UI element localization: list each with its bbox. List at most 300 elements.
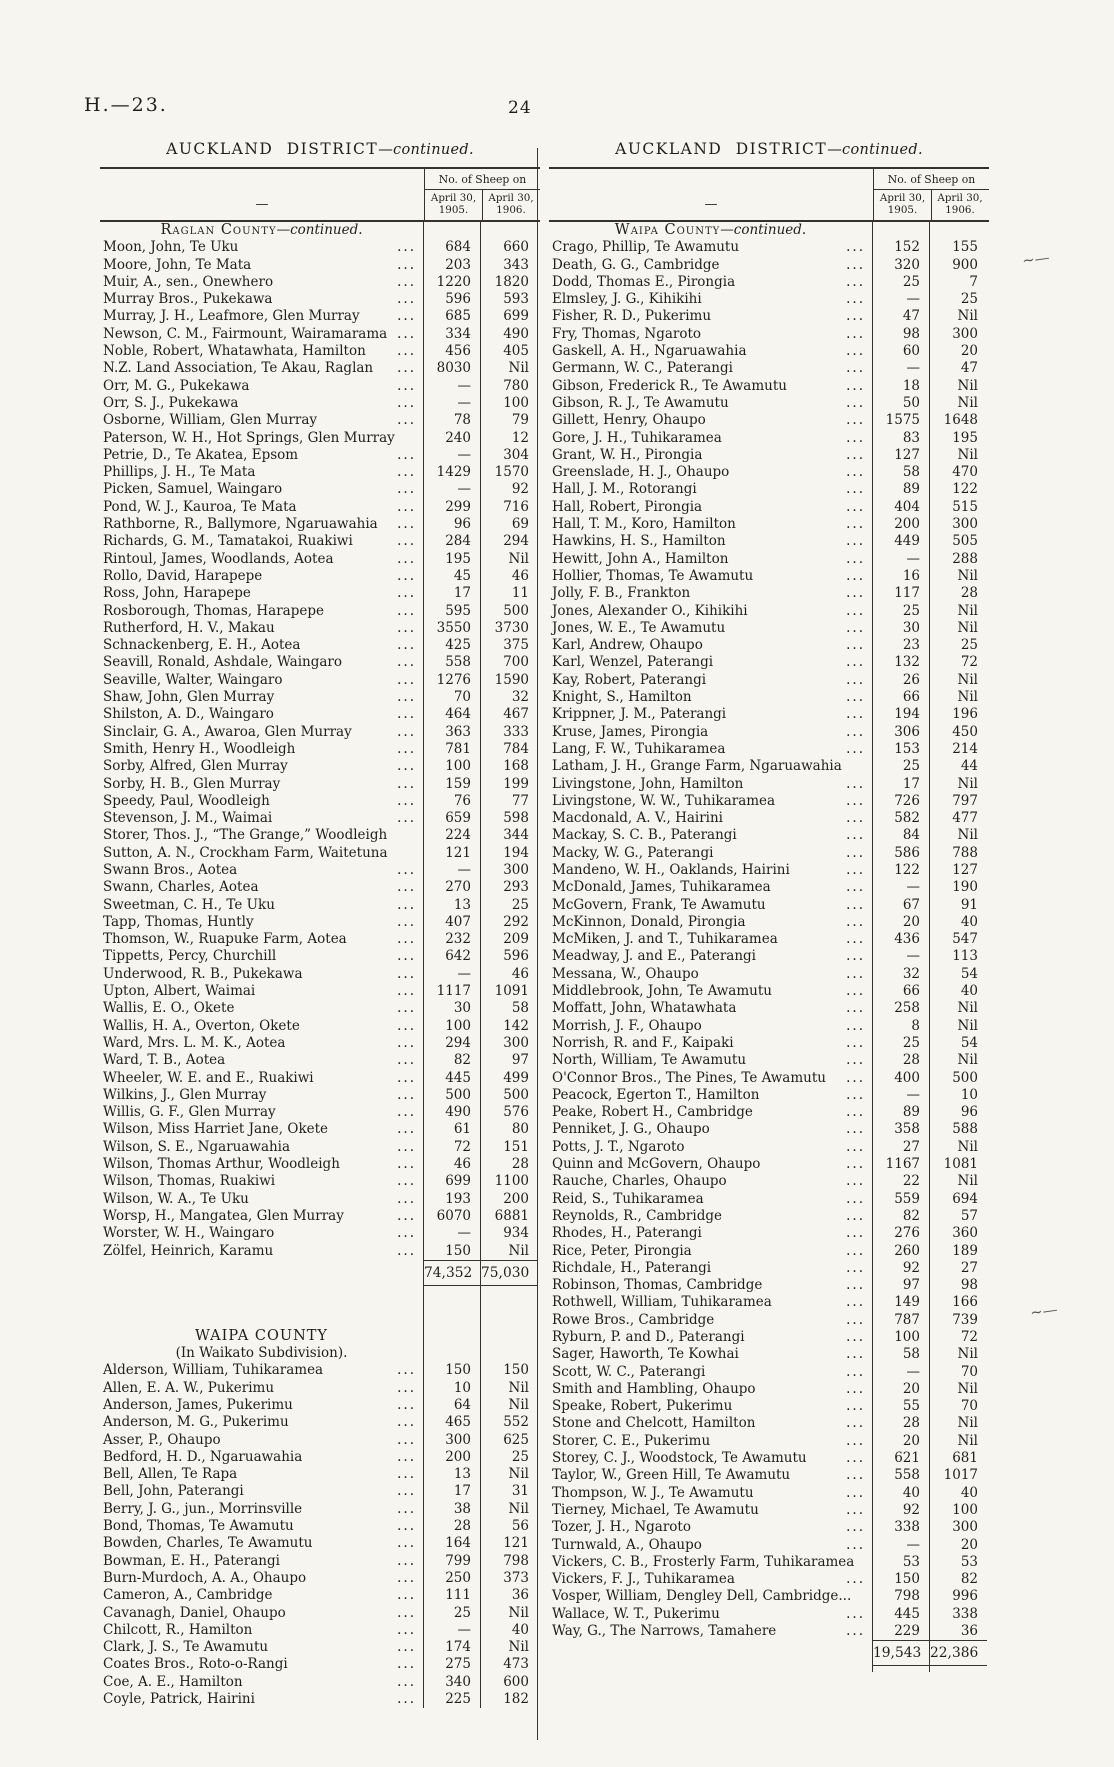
table-row	[549, 1121, 989, 1138]
sheep-1906-cell: 25	[511, 896, 529, 913]
sheep-1906-cell: 97	[511, 1052, 529, 1069]
owner-name-cell	[549, 274, 873, 291]
table-row	[549, 291, 989, 308]
sheep-1906-cell: 46	[511, 965, 529, 982]
owner-name: Ward, Mrs. L. M. K., Aotea	[103, 1034, 286, 1051]
county-name: WAIPA COUNTY	[194, 1327, 329, 1344]
sheep-1906-cell: 20	[960, 343, 978, 360]
header-dash: —	[704, 197, 718, 212]
sheep-1905-cell: 500	[424, 1087, 481, 1104]
table-row	[100, 793, 540, 810]
sheep-1905-cell: 38	[424, 1501, 481, 1518]
sheep-1905-cell: 699	[424, 1173, 481, 1190]
leader-dots: ...	[397, 1448, 416, 1465]
owner-name: Storer, Thos. J., “The Grange,” Woodleigh	[103, 827, 388, 844]
sheep-1905-cell: 30	[424, 1000, 481, 1017]
owner-name: Gaskell, A. H., Ngaruawahia	[552, 343, 747, 360]
leader-dots: ...	[846, 394, 865, 411]
sheep-1905-cell: 70	[424, 689, 481, 706]
sheep-1905-cell: 174	[424, 1639, 481, 1656]
leader-dots: ...	[846, 1277, 865, 1294]
table-row	[100, 239, 540, 256]
leader-dots: ...	[846, 1052, 865, 1069]
sheep-1905-cell: 17	[424, 1483, 481, 1500]
table-row	[100, 1380, 540, 1397]
table-row	[100, 378, 540, 395]
leader-dots: ...	[397, 1207, 416, 1224]
column-header-1906	[482, 190, 539, 220]
sheep-1906-cell: 57	[960, 1207, 978, 1224]
sheep-1905-cell: 363	[424, 724, 481, 741]
owner-name: Worsp, H., Mangatea, Glen Murray	[103, 1207, 344, 1224]
sheep-1905-cell: 595	[424, 603, 481, 620]
owner-name-cell	[549, 1433, 873, 1450]
sheep-1905-cell: 6070	[424, 1208, 481, 1225]
owner-name-cell	[549, 1070, 873, 1087]
table-row	[549, 447, 989, 464]
owner-name: Ross, John, Harapepe	[103, 585, 251, 602]
owner-name-cell	[100, 1292, 424, 1310]
year-1906: 1906.	[945, 203, 975, 216]
owner-name-cell	[100, 1674, 424, 1691]
sheep-1906-cell: 293	[503, 879, 529, 896]
owner-name: McDonald, James, Tuhikaramea	[552, 879, 771, 896]
sheep-1905-cell: 306	[873, 724, 930, 741]
sheep-1906-cell: 47	[960, 360, 978, 377]
owner-name: Seavill, Ronald, Ashdale, Waingaro	[103, 654, 343, 671]
owner-name: Moffatt, John, Whatawhata	[552, 1000, 737, 1017]
sheep-1905-cell: 89	[873, 481, 930, 498]
sheep-1905-cell: 121	[424, 845, 481, 862]
sheep-1906-cell: Nil	[957, 1432, 978, 1449]
leader-dots: ...	[397, 1397, 416, 1413]
owner-name-cell	[549, 966, 873, 983]
owner-name-cell	[100, 1260, 424, 1286]
owner-name: Shaw, John, Glen Murray	[103, 689, 275, 706]
sheep-1905-cell: 726	[873, 793, 930, 810]
sheep-1905-cell: 449	[873, 533, 930, 550]
sheep-1905-cell: 92	[873, 1260, 930, 1277]
table-row	[100, 741, 540, 758]
table-row	[549, 360, 989, 377]
leader-dots: ...	[397, 1138, 416, 1155]
leader-dots: ...	[846, 446, 865, 463]
sheep-1906-cell: 593	[503, 291, 529, 308]
owner-name: Clark, J. S., Te Awamutu	[103, 1639, 269, 1656]
sheep-1905-cell: 276	[873, 1225, 930, 1242]
sheep-1905-cell: 799	[424, 1553, 481, 1570]
sheep-1905-cell: 200	[873, 516, 930, 533]
sheep-1906-cell: 58	[511, 1000, 529, 1017]
table-row	[549, 1156, 989, 1173]
owner-name: Karl, Wenzel, Paterangi	[552, 654, 714, 671]
sheep-1906-cell: 547	[952, 931, 978, 948]
sheep-1905-cell: 22	[873, 1173, 930, 1190]
owner-name-cell	[549, 1640, 873, 1666]
table-row	[549, 966, 989, 983]
sheep-1905-cell: 58	[873, 1346, 930, 1363]
sheep-1906-cell: 500	[503, 602, 529, 619]
leader-dots: ...	[397, 1552, 416, 1569]
leader-dots: ...	[397, 481, 416, 498]
owner-name-cell	[549, 1450, 873, 1467]
owner-name-cell	[100, 1191, 424, 1208]
owner-name: Tippetts, Percy, Churchill	[103, 948, 277, 965]
section-heading-row	[549, 222, 989, 239]
owner-name-cell	[549, 464, 873, 481]
sheep-1906-cell: 25	[960, 291, 978, 308]
section-heading-row	[100, 1328, 540, 1345]
sheep-1906-cell: 28	[960, 585, 978, 602]
owner-name: Rollo, David, Harapepe	[103, 567, 263, 584]
year-1906: 1906.	[496, 203, 526, 216]
table-body	[100, 222, 540, 1708]
sheep-1906-cell: 151	[503, 1138, 529, 1155]
table-row	[100, 1156, 540, 1173]
owner-name-cell	[549, 879, 873, 896]
leader-dots: ...	[846, 1034, 865, 1051]
sheep-1906-cell: 373	[503, 1569, 529, 1586]
owner-name-cell	[100, 222, 424, 239]
sheep-1905-cell: 40	[873, 1485, 930, 1502]
table-row	[549, 862, 989, 879]
leader-dots: ...	[846, 1536, 865, 1553]
owner-name: Wilson, S. E., Ngaruawahia	[103, 1138, 291, 1155]
owner-name: Death, G. G., Cambridge	[552, 256, 720, 273]
sheep-1906-cell: Nil	[957, 1000, 978, 1017]
date-line: April 30,	[879, 192, 926, 204]
table-row	[549, 793, 989, 810]
leader-dots: ...	[397, 1535, 416, 1552]
sheep-1906-cell: Nil	[957, 446, 978, 463]
leader-dots: ...	[846, 481, 865, 498]
sheep-1906-cell: 598	[503, 810, 529, 827]
owner-name-cell	[549, 897, 873, 914]
table-row	[100, 1518, 540, 1535]
leader-dots: ...	[846, 654, 865, 671]
owner-name-cell	[549, 706, 873, 723]
sheep-1905-cell: 61	[424, 1121, 481, 1138]
owner-name: Orr, S. J., Pukekawa	[103, 394, 239, 411]
owner-name: Hawkins, H. S., Hamilton	[552, 533, 726, 550]
owner-name: Vickers, C. B., Frosterly Farm, Tuhikaramea	[552, 1553, 855, 1570]
owner-name-cell	[100, 845, 424, 862]
leader-dots: ...	[397, 394, 416, 411]
owner-name-cell	[549, 793, 873, 810]
sheep-1905-cell: 20	[873, 1381, 930, 1398]
table-row	[100, 308, 540, 325]
owner-name: Storey, C. J., Woodstock, Te Awamutu	[552, 1450, 807, 1467]
sheep-1906-cell: 199	[503, 775, 529, 792]
table-row	[100, 1173, 540, 1190]
table-row	[100, 1501, 540, 1518]
sheep-1905-cell: —	[424, 395, 481, 412]
owner-name: Knight, S., Hamilton	[552, 689, 692, 706]
owner-name: Jolly, F. B., Frankton	[552, 585, 691, 602]
section-subheading-row	[100, 1345, 540, 1362]
sheep-1905-cell: 193	[424, 1191, 481, 1208]
owner-name-cell	[549, 1000, 873, 1017]
owner-name: Anderson, James, Pukerimu	[103, 1397, 293, 1413]
sheep-1906-cell: 54	[960, 965, 978, 982]
leader-dots: ...	[397, 1017, 416, 1034]
owner-name: Shilston, A. D., Waingaro	[103, 706, 274, 723]
sheep-1905-cell	[424, 1345, 481, 1362]
sheep-1906-cell	[481, 222, 538, 239]
year-1905: 1905.	[438, 203, 469, 216]
leader-dots: ...	[846, 464, 865, 481]
owner-name-cell	[549, 1554, 873, 1571]
sheep-1906-cell: Nil	[508, 360, 529, 377]
table-row	[100, 948, 540, 965]
column-header-1905	[425, 190, 482, 220]
sheep-1906-cell: Nil	[957, 1173, 978, 1190]
table-header	[100, 169, 540, 222]
leader-dots: ...	[846, 1086, 865, 1103]
table-row	[549, 741, 989, 758]
sheep-1905-cell: 195	[424, 551, 481, 568]
sheep-1906-cell: 72	[960, 654, 978, 671]
sheep-1905-cell: 250	[424, 1570, 481, 1587]
table-row	[100, 637, 540, 654]
table-row	[549, 1537, 989, 1554]
owner-name: Storer, C. E., Pukerimu	[552, 1432, 711, 1449]
sheep-1906-cell: 600	[503, 1673, 529, 1690]
table-row	[100, 430, 540, 447]
sheep-1905-cell: 20	[873, 1433, 930, 1450]
owner-name-cell	[549, 1571, 873, 1588]
table-row	[549, 1294, 989, 1311]
table-row	[549, 845, 989, 862]
leader-dots: ...	[846, 861, 865, 878]
owner-name-cell	[549, 810, 873, 827]
sheep-1905-cell: 89	[873, 1104, 930, 1121]
sheep-1905-cell: 27	[873, 1139, 930, 1156]
sheep-1905-cell: 17	[873, 776, 930, 793]
table-row	[100, 533, 540, 550]
sheep-1906-cell: 788	[952, 844, 978, 861]
sheep-1906-cell: 288	[952, 550, 978, 567]
date-columns	[874, 190, 989, 220]
owner-name-cell	[549, 620, 873, 637]
sheep-1905-cell: 3550	[424, 620, 481, 637]
sheep-count-label: No. of Sheep on	[425, 169, 540, 190]
table-header	[549, 169, 989, 222]
owner-name-cell	[100, 1035, 424, 1052]
table-row	[549, 1035, 989, 1052]
sheep-1906-cell: 79	[511, 412, 529, 429]
sheep-1906-cell: 25	[960, 637, 978, 654]
leader-dots: ...	[846, 498, 865, 515]
sheep-1905-cell	[424, 1310, 481, 1328]
owner-name-cell	[549, 1364, 873, 1381]
leader-dots: ...	[846, 706, 865, 723]
owner-name: Worster, W. H., Waingaro	[103, 1225, 275, 1242]
owner-name-cell	[549, 689, 873, 706]
owner-name-cell	[100, 516, 424, 533]
table-row	[100, 1397, 540, 1414]
sheep-1906-cell: 499	[503, 1069, 529, 1086]
owner-name-cell	[100, 1139, 424, 1156]
sheep-1906-cell: 100	[952, 1501, 978, 1518]
owner-name-cell	[100, 1414, 424, 1431]
owner-name-cell	[549, 1519, 873, 1536]
right-column	[549, 140, 989, 1672]
sheep-1905-cell: —	[873, 948, 930, 965]
owner-name: Schnackenberg, E. H., Aotea	[103, 637, 301, 654]
sheep-1906-cell: Nil	[508, 1466, 529, 1483]
table-row	[100, 568, 540, 585]
sheep-table-right	[549, 167, 989, 1672]
leader-dots: ...	[846, 1294, 865, 1311]
table-row	[100, 326, 540, 343]
sheep-1905-cell: —	[424, 1225, 481, 1242]
leader-dots: ...	[397, 291, 416, 308]
owner-name: Reid, S., Tuhikaramea	[552, 1190, 704, 1207]
leader-dots: ...	[397, 948, 416, 965]
owner-name: Moore, John, Te Mata	[103, 256, 252, 273]
owner-name: Tierney, Michael, Te Awamutu	[552, 1501, 759, 1518]
sheep-1905-cell: 400	[873, 1070, 930, 1087]
sheep-1906-cell: 113	[952, 948, 978, 965]
sheep-1905-cell: 76	[424, 793, 481, 810]
table-row	[549, 1312, 989, 1329]
leader-dots: ...	[397, 1621, 416, 1638]
sheep-1905-cell: —	[424, 966, 481, 983]
owner-name: O'Connor Bros., The Pines, Te Awamutu	[552, 1069, 826, 1086]
sheep-1905-cell: 26	[873, 672, 930, 689]
sheep-1906-cell: 1820	[494, 273, 529, 290]
sheep-1905-cell: 60	[873, 343, 930, 360]
leader-dots: ...	[846, 931, 865, 948]
sheep-1906-cell: 46	[511, 567, 529, 584]
owner-name-cell	[100, 395, 424, 412]
table-row	[100, 1414, 540, 1431]
owner-name-cell	[100, 1483, 424, 1500]
owner-name-cell	[549, 758, 873, 775]
table-row	[549, 689, 989, 706]
table-row	[100, 620, 540, 637]
sheep-1905-cell: 1220	[424, 274, 481, 291]
leader-dots: ...	[846, 308, 865, 325]
sheep-1905-cell: 684	[424, 239, 481, 256]
leader-dots: ...	[846, 1484, 865, 1501]
owner-name-cell	[100, 291, 424, 308]
owner-name: Asser, P., Ohaupo	[103, 1431, 221, 1448]
table-row	[549, 1519, 989, 1536]
owner-name: Allen, E. A. W., Pukerimu	[103, 1379, 275, 1396]
district-title-continued: —continued.	[378, 142, 474, 158]
table-row	[549, 1191, 989, 1208]
leader-dots: ...	[397, 619, 416, 636]
sheep-1905-cell: —	[873, 291, 930, 308]
sheep-1906-cell: 739	[952, 1311, 978, 1328]
sheep-1905-cell: —	[424, 447, 481, 464]
table-row	[100, 343, 540, 360]
sheep-1906-cell: 20	[960, 1536, 978, 1553]
sheep-1905-cell: 150	[424, 1243, 481, 1260]
owner-name: Sinclair, G. A., Awaroa, Glen Murray	[103, 723, 352, 740]
owner-name-cell	[100, 481, 424, 498]
owner-name-cell	[100, 1018, 424, 1035]
sheep-1905-cell: 225	[424, 1691, 481, 1708]
owner-name: Zölfel, Heinrich, Karamu	[103, 1242, 274, 1259]
sheep-1905-cell: 558	[424, 654, 481, 671]
leader-dots: ...	[397, 1483, 416, 1500]
leader-dots: ...	[846, 1363, 865, 1380]
sheep-1905-cell: 320	[873, 257, 930, 274]
table-row	[100, 654, 540, 671]
owner-name-cell	[549, 931, 873, 948]
sheep-1906-cell	[481, 1328, 538, 1345]
sheep-1906-cell: 784	[503, 740, 529, 757]
district-title	[100, 140, 540, 158]
sheep-1906-cell: 127	[952, 861, 978, 878]
owner-name: Richards, G. M., Tamatakoi, Ruakiwi	[103, 533, 353, 550]
owner-name: Morrish, J. F., Ohaupo	[552, 1017, 702, 1034]
left-column	[100, 140, 540, 1708]
sheep-1905-cell: 781	[424, 741, 481, 758]
table-row	[100, 1362, 540, 1379]
table-row	[100, 1000, 540, 1017]
leader-dots: ...	[846, 1623, 865, 1640]
leader-dots: ...	[397, 516, 416, 533]
sheep-1906-cell: 500	[952, 1069, 978, 1086]
leader-dots: ...	[397, 256, 416, 273]
sheep-1906-cell: 900	[952, 256, 978, 273]
owner-name-cell	[549, 360, 873, 377]
owner-name-cell	[100, 603, 424, 620]
sheep-1905-cell: 1575	[873, 412, 930, 429]
table-row	[100, 810, 540, 827]
sheep-1906-cell: 1648	[943, 412, 978, 429]
table-row	[100, 551, 540, 568]
owner-name-cell	[100, 654, 424, 671]
owner-name-cell	[100, 1587, 424, 1604]
owner-name-cell	[549, 222, 873, 239]
sheep-1905-cell: 299	[424, 499, 481, 516]
leader-dots: ...	[846, 896, 865, 913]
owner-name-cell	[549, 1666, 873, 1672]
table-row	[549, 776, 989, 793]
sheep-1906-cell: 681	[952, 1450, 978, 1467]
owner-name-cell	[549, 724, 873, 741]
owner-name: Bowman, E. H., Paterangi	[103, 1552, 280, 1569]
table-row	[100, 827, 540, 844]
sheep-1906-cell: Nil	[957, 1346, 978, 1363]
owner-name-cell	[100, 326, 424, 343]
table-row	[549, 378, 989, 395]
sheep-1906-cell: 40	[960, 913, 978, 930]
owner-name: Thomson, W., Ruapuke Farm, Aotea	[103, 931, 347, 948]
sheep-1905-cell: 152	[873, 239, 930, 256]
owner-name-cell	[100, 464, 424, 481]
leader-dots: ...	[397, 740, 416, 757]
leader-dots: ...	[397, 1121, 416, 1138]
sheep-1906-cell: 182	[503, 1691, 529, 1708]
owner-name-cell	[549, 948, 873, 965]
sheep-1905-cell: 425	[424, 637, 481, 654]
table-row	[100, 897, 540, 914]
owner-name: N.Z. Land Association, Te Akau, Raglan	[103, 360, 374, 377]
leader-dots: ...	[397, 343, 416, 360]
leader-dots: ...	[397, 758, 416, 775]
sheep-1906-cell: 375	[503, 637, 529, 654]
sheep-1906-cell: 142	[503, 1017, 529, 1034]
leader-dots: ...	[397, 689, 416, 706]
leader-dots: ...	[846, 879, 865, 896]
sheep-1905-cell: 150	[873, 1571, 930, 1588]
